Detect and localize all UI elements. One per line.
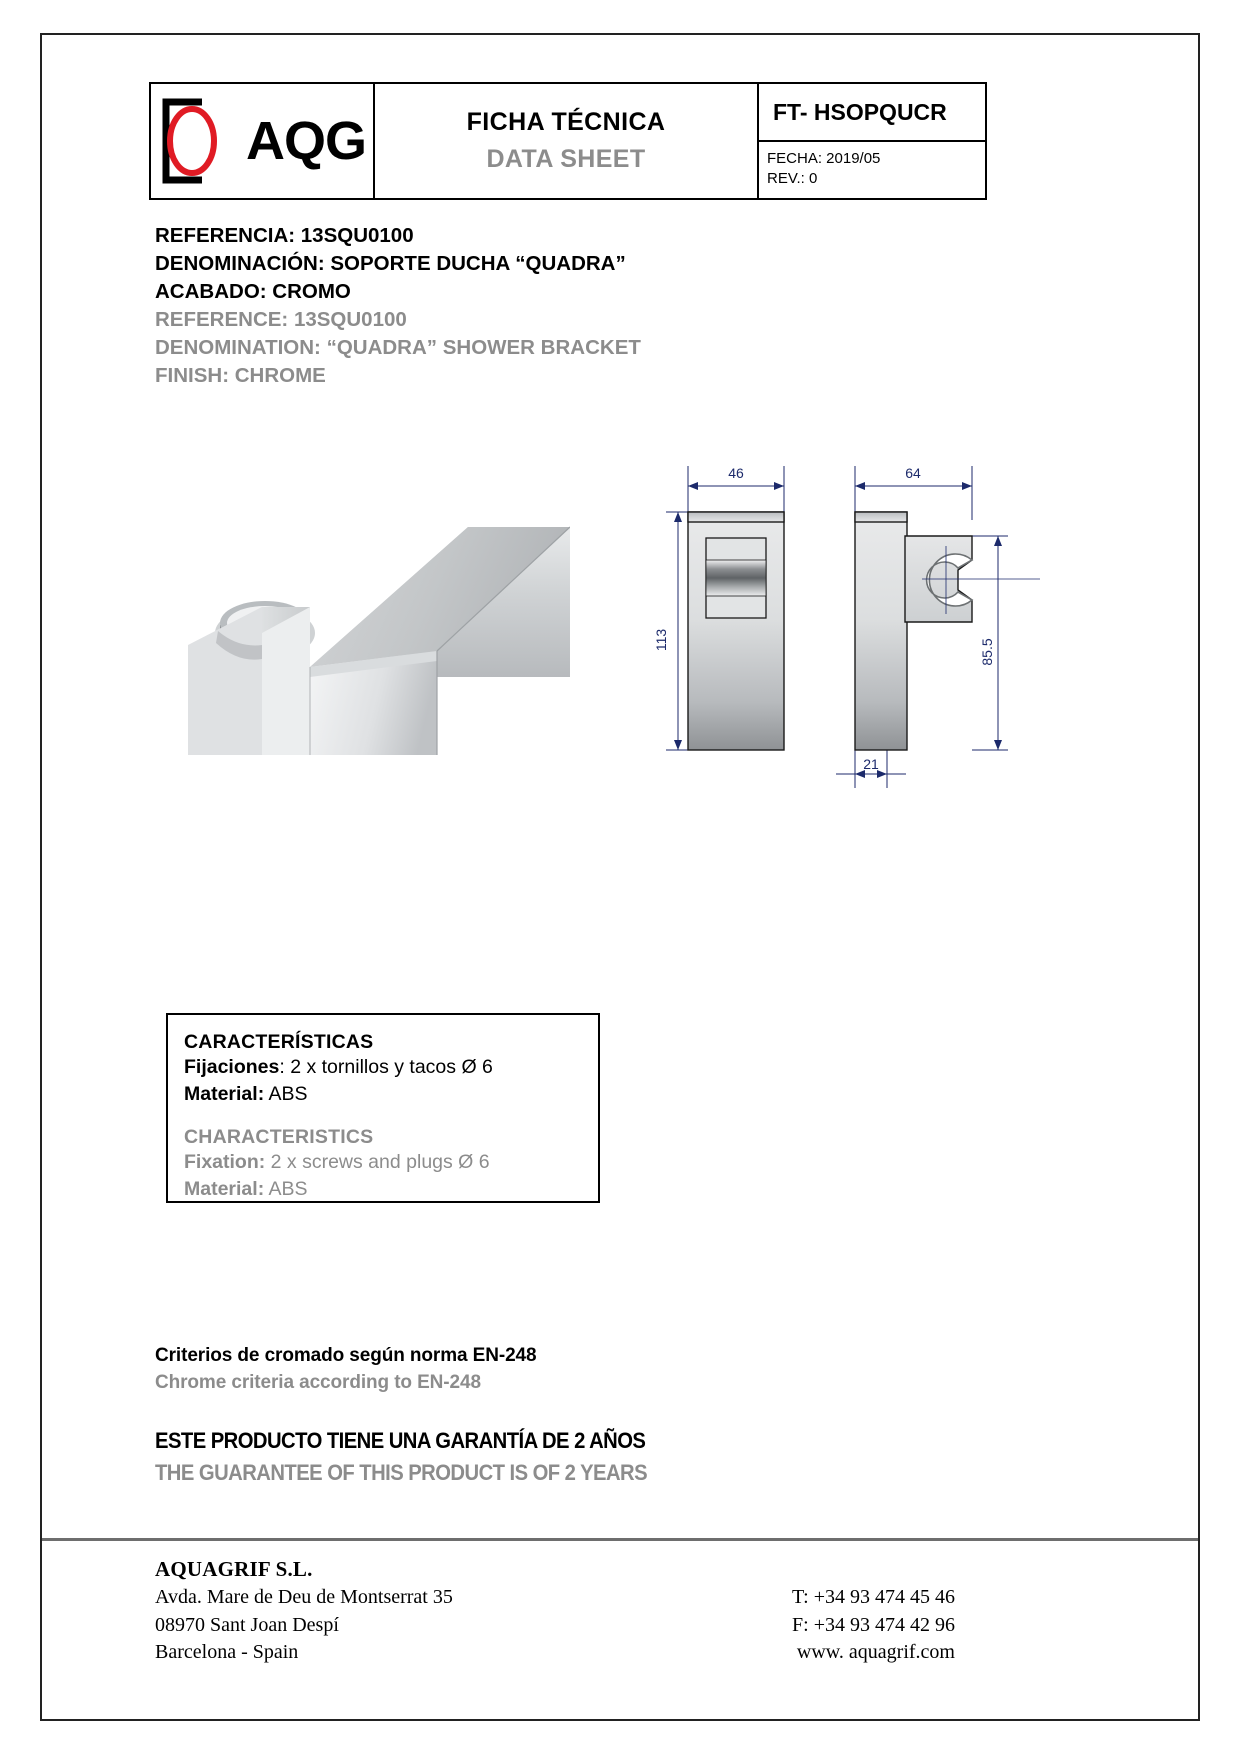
chrome-criteria-es: Criterios de cromado según norma EN-248	[155, 1345, 537, 1366]
footer-address-line-2: 08970 Sant Joan Despí	[155, 1613, 339, 1636]
characteristics-material-es-value: ABS	[264, 1082, 308, 1105]
characteristics-fixation	[184, 1150, 598, 1176]
characteristics-material-es-label: Material:	[184, 1082, 265, 1105]
front-view-width-label: 46	[728, 465, 744, 481]
front-view-height-label: 113	[653, 628, 669, 652]
chrome-criteria-en: Chrome criteria according to EN-248	[155, 1372, 481, 1393]
footer-phone: T: +34 93 474 45 46	[791, 1586, 955, 1608]
footer-address-line-1: Avda. Mare de Deu de Montserrat 35	[155, 1586, 453, 1608]
characteristics-title-en: CHARACTERISTICS	[184, 1125, 374, 1148]
guarantee-en: THE GUARANTEE OF THIS PRODUCT IS OF 2 YEARS	[155, 1460, 648, 1485]
characteristics-material-en-value: ABS	[264, 1177, 308, 1200]
document-code-row	[759, 84, 985, 142]
header-logo-cell	[151, 84, 375, 198]
sheet-title-en: DATA SHEET	[486, 145, 646, 173]
characteristics-material-en-label: Material:	[184, 1177, 265, 1200]
document-meta-row	[759, 142, 985, 198]
footer-fax: F: +34 93 474 42 96	[792, 1613, 955, 1636]
product-photo	[150, 455, 570, 755]
characteristics-fijaciones-value: : 2 x tornillos y tacos Ø 6	[279, 1056, 493, 1078]
header-code-cell	[759, 84, 985, 198]
reference-en-line-3: FINISH: CHROME	[155, 364, 326, 388]
brand-logo-text: AQG	[245, 111, 366, 171]
footer-divider	[42, 1538, 1198, 1541]
document-code: FT- HSOPQUCR	[773, 98, 947, 125]
reference-es-line-1: REFERENCIA: 13SQU0100	[155, 224, 414, 247]
footer-columns	[155, 1584, 955, 1667]
guarantee-es: ESTE PRODUCTO TIENE UNA GARANTÍA DE 2 AÑOS	[155, 1428, 646, 1453]
footer	[155, 1557, 955, 1667]
side-view-width-label: 64	[905, 465, 921, 481]
guarantee-block	[155, 1428, 955, 1486]
characteristics-box	[166, 1013, 600, 1203]
chrome-criteria-block	[155, 1345, 955, 1394]
characteristics-fixation-label: Fixation:	[184, 1150, 266, 1173]
footer-website[interactable]: www. aquagrif.com	[796, 1641, 955, 1664]
characteristics-fijaciones-label: Fijaciones	[184, 1056, 280, 1078]
characteristics-title-es: CARACTERÍSTICAS	[184, 1031, 374, 1053]
brand-logo	[158, 98, 366, 184]
aqg-ellipse-bracket-logo-icon	[158, 98, 244, 184]
footer-contact	[792, 1584, 955, 1667]
side-view-depth-label: 21	[863, 756, 879, 772]
document-date: FECHA: 2019/05	[767, 150, 881, 167]
technical-drawings	[640, 440, 1040, 810]
header-title-cell	[375, 84, 759, 198]
reference-es-line-2: DENOMINACIÓN: SOPORTE DUCHA “QUADRA”	[155, 252, 626, 276]
characteristics-spacer	[184, 1108, 598, 1126]
characteristics-material-es	[184, 1082, 598, 1108]
document-revision: REV.: 0	[767, 169, 818, 187]
reference-en-line-1: REFERENCE: 13SQU0100	[155, 308, 407, 332]
footer-address-line-3: Barcelona - Spain	[155, 1641, 299, 1664]
reference-en-line-2: DENOMINATION: “QUADRA” SHOWER BRACKET	[155, 336, 641, 360]
characteristics-fijaciones	[184, 1055, 598, 1081]
sheet-title-es: FICHA TÉCNICA	[466, 108, 666, 136]
reference-block	[155, 222, 915, 390]
characteristics-fixation-value: 2 x screws and plugs Ø 6	[265, 1150, 490, 1173]
footer-company-name: AQUAGRIF S.L.	[155, 1557, 313, 1581]
footer-address	[155, 1584, 453, 1667]
reference-es-line-3: ACABADO: CROMO	[155, 280, 351, 304]
characteristics-material-en	[184, 1177, 598, 1203]
header-table	[149, 82, 987, 200]
side-view-height-label: 85.5	[979, 638, 995, 666]
